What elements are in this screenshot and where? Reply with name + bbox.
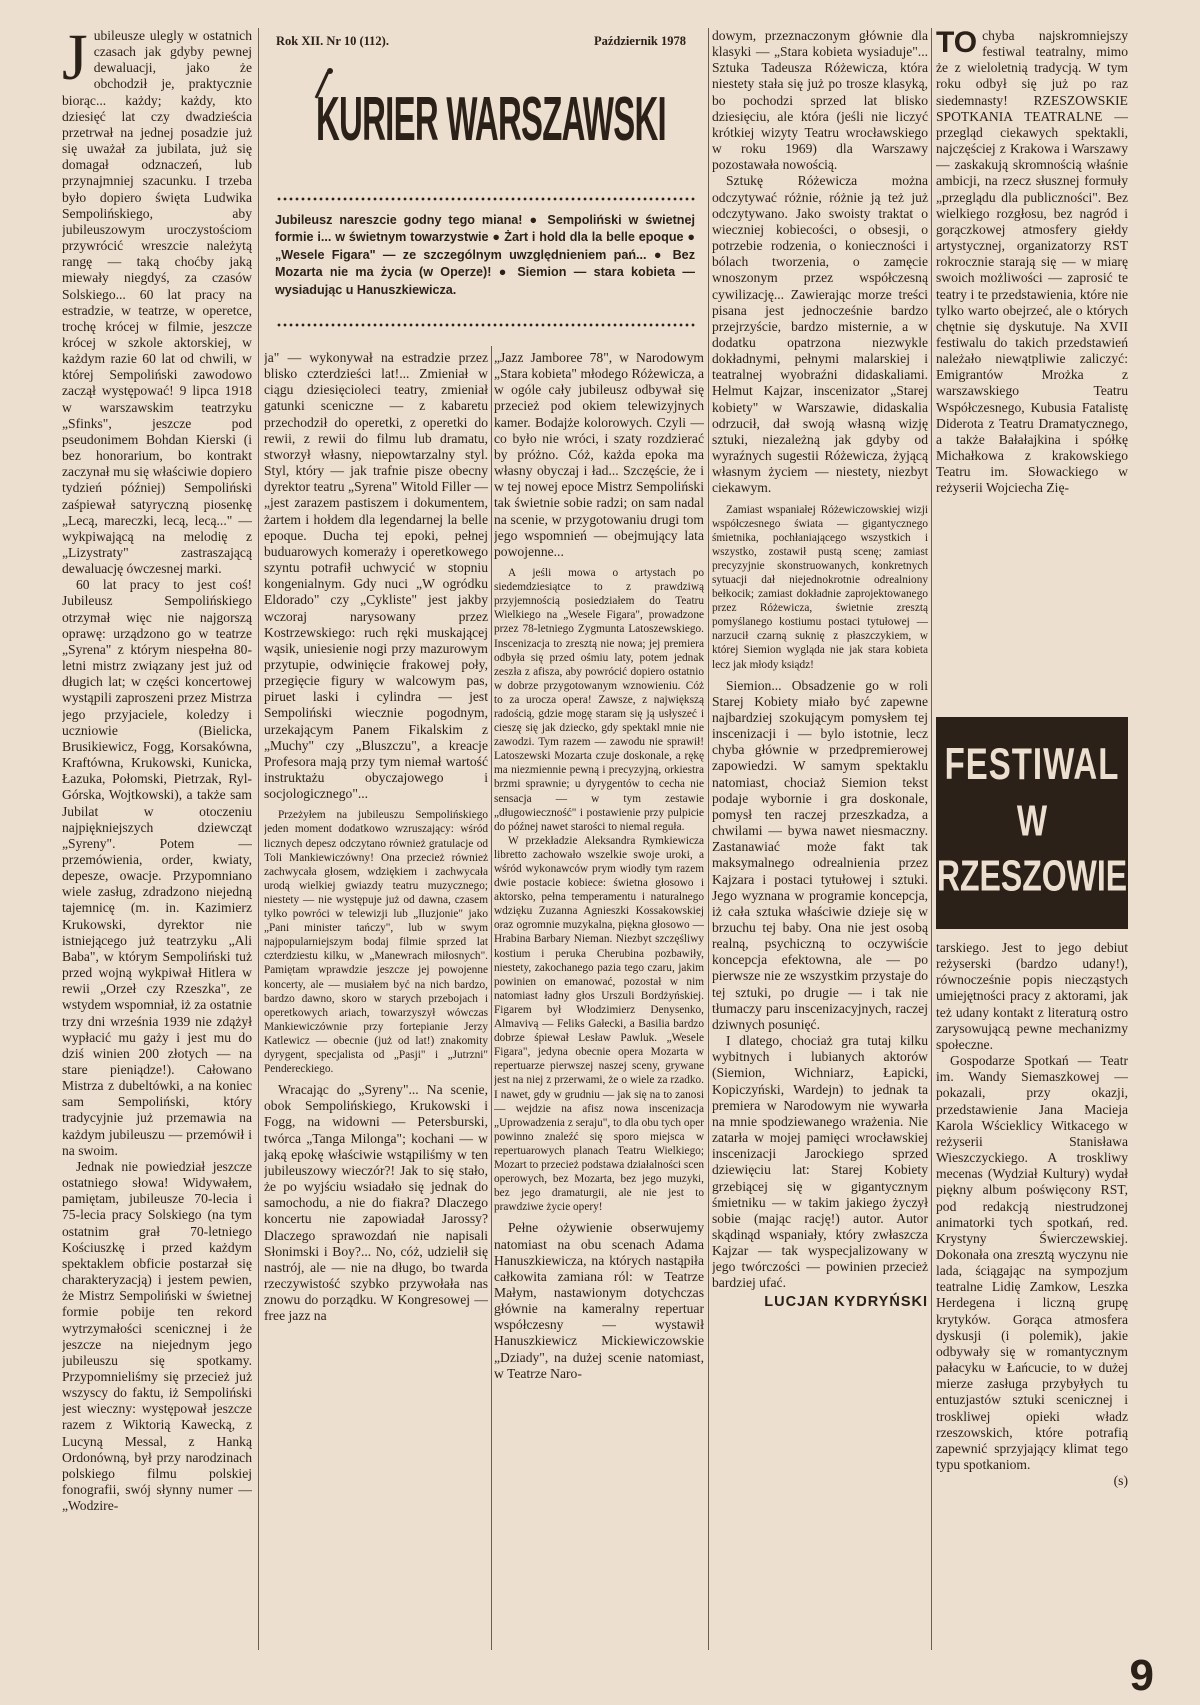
- author-byline: LUCJAN KYDRYŃSKI: [764, 1293, 928, 1310]
- dotted-rule-bottom: [276, 322, 696, 328]
- drop-cap: J: [62, 28, 88, 94]
- lead-paragraph: Jubileusz nareszcie godny tego miana! ● Sempoliński w świetnej formie i... w świetnym towarzystwie ● Żart i hold dla la belle epoque ● „Wesele Figara" — ze szczególnym uwzględnieniem pań... ● Bez Mozarta nie ma życia (w Operze)! ● Siemion — stara kobieta — wysiadując u Hanuszkiewicza.: [275, 213, 695, 297]
- paragraph: chyba najskromniejszy festiwal teatralny, mimo że z wieloletnią tradycją. W tym roku odbył się już po raz siedemnasty! RZESZOWSKIE SPOTKANIA TEATRALNE — przegląd ciekawych spektakli, najczęściej z Krakowa i Warszawy — zaskakują skromnością właśnie ambicji, na rzecz słusznej formuły „przeglądu dla publiczności". Bez wielkiego rozgłosu, bez nagród i gorączkowej atmosfery giełdy artystycznej, organizatorzy RST rokrocznie starają się — w miarę swoich możliwości — zaprosić te teatry i te przedstawienia, które nie tylko warto obejrzeć, ale o których chętnie się dyskutuje. Na XVII festiwalu do takich przedstawień należało niewątpliwie zaliczyć: Emigrantów Mrożka z warszawskiego Teatru Współczesnego, Kubusia Fatalistę Diderota z Teatru Dramatycznego, a także Bałałajkina i spółkę Michałkowa z krakowskiego Teatru im. Słowackiego w reżyserii Wojciecha Zię-: [936, 28, 1128, 496]
- article-column-1: [62, 28, 252, 1657]
- column-divider: [258, 28, 259, 1650]
- paragraph: „Jazz Jamboree 78", w Narodowym „Stara kobieta" młodego Różewicza, a w ogóle cały jubileusz odbywał się przecież pod okiem telewizyjnych kamer. Bodajże kolorowych. Czyli — co było nie wróci, i szaty rozdzierać by próżno. Cóż, każda epoka ma własny obyczaj i ład... Szczęście, że i w tej nowej epoce Mistrz Sempoliński tak świetnie sobie radzi; on sam nadal na scenie, w przygotowaniu drugi tom jego wspomnień — obejmujący lata powojenne...: [494, 350, 704, 559]
- masthead-logo-art: [308, 66, 674, 156]
- signature: (s): [1113, 1473, 1128, 1489]
- paragraph: Jednak nie powiedział jeszcze ostatniego słowa! Widywałem, pamiętam, jubileusze 70-lecia i 75-lecia pracy Solskiego (na tym ostatnim grał 70-letniego Kościuszkę i przed każdym spektaklem obficie postarzał się charakteryzacją) i jestem pewien, że Mistrz Sempoliński w świetnej formie pobije ten rekord wytrzymałości scenicznej i że jeszcze na niejednym jego jubileuszu się spotkamy. Przypomnieliśmy się przecież już wszyscy do faktu, iż Sempoliński jest wieczny: występował jeszcze razem z Wiktorią Kawecką, z Lucyną Messal, z Hanką Ordonówną, był przy narodzinach polskiego filmu polskiej fonografii, swój słynny numer — „Wodzire-: [62, 1158, 252, 1514]
- festival-title-line: FESTIWAL: [944, 738, 1120, 789]
- paragraph: Pełne ożywienie obserwujemy natomiast na obu scenach Adama Hanuszkiewicza, na których nastąpiła całkowita zamiana ról: w Teatrze Małym, nastawionym dotychczas głównie na kameralny repertuar współczesny — wystawił Hanuszkiewicz Mickiewiczowskie „Dziady", na dużej scenie natomiast, w Teatrze Naro-: [494, 1220, 704, 1381]
- issue-date: Październik 1978: [593, 34, 686, 48]
- article-column-3: [494, 350, 704, 1657]
- festival-title-line: W: [1016, 796, 1048, 846]
- column-divider: [491, 346, 492, 1650]
- paragraph: 60 lat pracy to jest coś! Jubileusz Sempolińskiego otrzymał więc nie najgorszą oprawę: urządzono go w teatrze „Syrena" z którym niespełna 80-letni mistrz związany jest już od długich lat; w części koncertowej wystąpili zaproszeni przez Mistrza jego przyjaciele, koledzy i uczniowie (Bielicka, Brusikiewicz, Fogg, Korsakówna, Kraftówna, Krukowski, Kunicka, Łazuka, Połomski, Pietrzak, Ryl-Górska, Wojtkowski), a także sam Jubilat w otoczeniu najpiękniejszych dziewcząt „Syreny". Potem — przemówienia, order, kwiaty, depesze, owacje. Przypomniano wiele zasług, zdradzono niejedną tajemnicę (m. in. Kazimierz Krukowski, dyrektor nie istniejącego już teatrzyku „Ali Baba", w którym Sempoliński tuż przed wojną wykpiwał Hitlera w rewii „Orzeł czy Rzeszka", ze wstydem wspomniał, iż za ostatnie trzy dni września 1939 nie zdążył wypłacić mu gaży i jest mu do dziś winien 200 złotych — na stare pieniądze!). Całowano Mistrza z dubeltówki, a na koniec sam Sempoliński, który tradycyjnie już przemawia na każdym jubileuszu — przemówił i na swoim.: [62, 577, 252, 1158]
- article-column-4: [712, 28, 928, 1657]
- festival-title-box: [936, 717, 1128, 929]
- column-divider: [708, 28, 709, 1650]
- masthead-logo: [308, 66, 674, 156]
- paragraph: Gospodarze Spotkań — Teatr im. Wandy Siemaszkowej — pokazali, przy okazji, przedstawienie Jana Macieja Karola Wścieklicy Witkacego w reżyserii Stanisława Wieszczyckiego. A troskliwy mecenas (Wydział Kultury) wydał piękny album poświęcony RST, pod redakcją niestrudzonej animatorki tych spotkań, red. Krystyny Świerczewskiej. Dokonała ona zresztą wyczynu nie lada, ściągając na sympozjum teatralne Lidię Zamkow, Leszka Herdegena i liczną grupę krytyków. Gorąca atmosfera dyskusji (i polemik), jakie odbywały się w romantycznym pałacyku w Łańcucie, to w dużej mierze zasługa przybyłych tu entuzjastów sztuki scenicznej i troskliwej opieki władz rzeszowskich, które potrafią zapewnić sprzyjający klimat tego typu spotkaniom.: [936, 1053, 1128, 1472]
- drop-cap: TO: [936, 28, 978, 59]
- aside-paragraph: Zamiast wspaniałej Różewiczowskiej wizji współczesnego świata — gigantycznego śmietnika, pochłaniającego wszystkich i wszystko, zostawił pustą scenę; zamiast precyzyjnie skonstruowanych, konkretnych sytuacji dał niejednokrotnie odrealniony bełkocik; zamiast dokładnie zaprojektowanego przez Różewicza, świetnie zresztą pomyślanego kostiumu postaci tytułowej — narzucił czarną suknię z płaszczykiem, w której Siemion wygląda nie jak stara kobieta lecz jak młody ksiądz!: [712, 503, 928, 671]
- paragraph: I dlatego, chociaż gra tutaj kilku wybitnych i lubianych aktorów (Siemion, Wichniarz, Łapicki, Kopiczyński, Wardejn) to jednak ta premiera w Narodowym nie wywarła na mnie spodziewanego wrażenia. Nie zatarła w mojej pamięci wrocławskiej inscenizacji Jarockiego sprzed dziewięciu lat: Starej Kobiety grzebiącej się w gigantycznym śmietniku — w takim jakiego życzył sobie (mając rację!) autor. Autor skądinąd wspaniały, który zwłaszcza Kajzar — tak wyspecjalizowany w jego twórczości — powinien przecież bardziej ufać.: [712, 1033, 928, 1291]
- issue-number: Rok XII. Nr 10 (112).: [276, 34, 389, 48]
- paragraph: dowym, przeznaczonym głównie dla klasyki — „Stara kobieta wysiaduje"... Sztuka Tadeusza Różewicza, która niestety stała się już po trosze klasyką, bo pochodzi sprzed lat blisko dziesięciu, ale która (jeśli nie liczyć krótkiej wizyty Teatru wrocławskiego w roku 1969) dla Warszawy pozostawała nowością.: [712, 28, 928, 173]
- aside-paragraph: A jeśli mowa o artystach po siedemdziesiątce to z prawdziwą przyjemnością posiedziałem do Teatru Wielkiego na „Wesele Figara", prowadzone przez 78-letniego Zygmunta Latoszewskiego. Inscenizacja to zresztą nie nowa; jej premiera odbyła się przed ośmiu laty, potem jednak zeszła z afisza, aby powrócić dopiero ostatnio w dobrze przygotowanym wznowieniu. Cóż to za urocza opera! Zawsze, z największą radością, gdzie mogę staram się ją usłyszeć i cieszę się jak dziecko, gdy spektakl mnie nie zawodzi. Tym razem — zawodu nie sprawił! Latoszewski Mozarta czuje doskonale, a rękę ma niezmiennie pewną i precyzyjną, orkiestra brzmi sprawnie; u dyrygentów to cecha nie sensacja — w tym zestawie „długowieczność" i postawienie przy pulpicie do późnej nawet starości to niemal reguła.: [494, 567, 704, 833]
- article-column-2: [264, 350, 488, 1657]
- paragraph: Sztukę Różewicza można odczytywać różnie, różnie ją też już odczytywano. Jako swoisty traktat o wieczniej kobiecości, o obsesji, o potrzebie rodzenia, o konieczności i bólach tworzenia, o zamęcie wnoszonym przez współczesną cywilizację... Zawierając morze treści pisana jest jednocześnie bardzo przejrzyście, bardzo misternie, a w dodatku opatrzona niezwykle dokładnymi, pełnymi malarskiej i teatralnej wyobraźni didaskaliami. Helmut Kajzar, inscenizator „Starej kobiety" w Warszawie, didaskalia odrzucił, dał swoją własną wizję sztuki, niezależną jak gdyby od wyraźnych sugestii Różewicza, żyjącą własnym życiem — niestety, niezbyt ciekawym.: [712, 173, 928, 496]
- festival-title-line: RZESZOWIE: [936, 851, 1128, 901]
- paragraph: ja" — wykonywał na estradzie przez blisko czterdzieści lat!... Zmieniał w ciągu dziesięcioleci teatry, zmieniał gatunki sceniczne — z kabaretu przechodził do operetki, z operetki do rewii, z rewii do filmu lub dramatu, stworzył własny, niepowtarzalny styl. Styl, który — jak trafnie pisze obecny dyrektor teatru „Syrena" Witold Filler — „jest zarazem pastiszem i dokumentem, żartem i hołdem dla legendarnej la belle epoque. Ducha tej epoki, pełnej buduarowych komeraży i operetkowego szyntu potrafił uchwycić w stopniu kongenialnym. Gdy nuci „W ogródku Eldorado" czy „Cykliste" jest jakby wczoraj narysowany przez Kostrzewskiego: ruch ręki muskającej wąsik, uniesienie nogi przy mazurowym przytupie, odwinięcie frakowej poły, przegięcie figury w walcowym pas, piruet laski i cylindra — jest Sempoliński wiecznie pogodnym, urzekającym Panem Fikalskim z „Muchy" czy „Bluszczu", a kreacje Profesora mają przy tym niemał wartość instruktażu obyczajowego i socjologicznego"...: [264, 350, 488, 802]
- article-column-5-continued: [936, 940, 1128, 1657]
- paragraph: ubileusze ulegly w ostatnich czasach jak gdyby pewnej dewaluacji, jako że obchodził je, praktycznie biorąc... każdy; każdy, kto dziesięć lat czy dwadzieścia przetrwał na jednej posadzie już się uważał za jubilata, już się domagał odznaczeń, lub przynajmniej szacunku. I trzeba było dopiero święta Ludwika Sempolińskiego, aby jubileuszowym uroczystościom przywrócić wreszcie należytą rangę — taką choćby jaką miewały niegdyś, za czasów Solskiego... 60 lat pracy na estradzie, w teatrze, w operetce, trochę krócej w filmie, jeszcze krócej w szkole aktorskiej, w każdym razie 60 lat od chwili, w której Sempoliński zawodowo zaczął występować! 9 lipca 1918 w warszawskim teatrzyku „Sfinks", jeszcze pod pseudonimem Bohdan Kierski (i bez honorarium, bo kontrakt zaczynał mu się właściwie dopiero tydzień później) Sempoliński zaśpiewał satyryczną piosenkę „Lecą, mareczki, lecą, lecą..." — wykpiwającą na melodię z „Lizystraty" zastraszającą dewaluację ówczesnej marki.: [62, 28, 252, 577]
- issue-header: [264, 34, 698, 54]
- paragraph: Siemion... Obsadzenie go w roli Starej Kobiety miało być zapewne najbardziej szokującym pomysłem tej inscenizacji i — bylo istotnie, lecz chyba głównie w przedpremierowej zapowiedzi. W samym spektaklu natomiast, chociaż Siemion tekst podaje wybornie i gra doskonale, pomysł ten raczej przeszkadza, a chwilami — bywa nawet niesmaczny. Zastanawiać może fakt tak maksymalnego odrealnienia przez Kajzara i postaci tytułowej i sztuki. Jego wyznana w programie koncepcja, iż cała sztuka właściwie dzieje się w brzuchu tej baby. Ona nie jest osobą realną, psychiczną to oczywiście koncepcja efektowna, ale — po pierwsze nie ze wszystkim przystaje do tej sztuki, po drugie — i tak nie tłumaczy paru inscenizacyjnych, raczej dziwnych posunięć.: [712, 677, 928, 1032]
- dotted-rule-top: [276, 196, 696, 202]
- masthead-title: KURIER WARSZAWSKI: [316, 84, 666, 154]
- paragraph: tarskiego. Jest to jego debiut reżyserski (bardzo udany!), równocześnie popis niecząstych umiejętności pracy z aktorami, jak też udany kontakt z literaturą ostro zarysowującą pewne mechanizmy społeczne.: [936, 940, 1128, 1052]
- aside-paragraph: W przekładzie Aleksandra Rymkiewicza libretto zachowało wszelkie swoje uroki, a wśród wykonawców prym wiodły tym razem dwie postacie kobiece: świetna głosowo i aktorsko, pełna temperamentu i naturalnego wdzięku Zuzanna Agnieszki Kossakowskiej oraz ogromnie muzykalna, piękna głosowo — Hrabina Barbary Nieman. Niezbyt szczęśliwy kostium i peruka Cherubina pozbawiły, niestety, zakochanego pazia tego czaru, jakim powinien on emanować, pozostał w nim natomiast ładny głos Urszuli Bordżyńskiej. Figarem był Włodzimierz Denysenko, Almavivą — Feliks Gałecki, a Basilia bardzo dobrze śpiewał Lesław Pawluk. „Wesele Figara", jedyna obecnie opera Mozarta w repertuarze pierwszej naszej sceny, grywane jest na niej z przerwami, że o wiele za rzadko. I nawet, gdy w grudniu — jak się na to zanosi — wejdzie na afisz nowa inscenizacja „Uprowadzenia z seraju", to dla obu tych oper powinno znaleźć się sporo miejsca w repertuarowych planach Teatru Wielkiego; Mozart to przecież podstawa działalności scen operowych, bez Mozarta, bez jego muzyki, bez jego dramaturgii, ale nie jest to prawdziwe życie opery!: [494, 834, 704, 1214]
- paragraph: Wracając do „Syreny"... Na scenie, obok Sempolińskiego, Krukowski i Fogg, na widowni — Petersburski, twórca „Tanga Milonga"; kochani — w jaką epokę właściwie wstąpiliśmy w ten jubileuszowy wieczór?! Jak to się stało, że po wyjściu wsiadało się jednak do samochodu, a nie do fiakra? Dlaczego koncertu nie zapowiadał Jarossy? Dlaczego sprawozdań nie napisali Słonimski i Boy?... No, cóż, udzielił się nastrój, ale — nie na długo, bo twarda rzeczywistość szybko przywołała nas znowu do porządku. W Kongresowej — free jazz na: [264, 1082, 488, 1324]
- page-number: 9: [1129, 1651, 1154, 1700]
- aside-paragraph: Przeżyłem na jubileuszu Sempolińskiego jeden moment dodatkowo wzruszający: wśród licznych depesz odczytano również gratulacje od Toli Mankiewiczówny! Ona przecież również zachwycała głosem, wdziękiem i zachwycała urodą wielkiej gwiazdy teatru muzycznego; niestety — nie występuje już od dawna, czasem tylko powróci w telewizji lub „Iluzjonie" jako „Pani minister tańczy", lub w swym najpopularniejszym bodaj filmie sprzed lat czterdziestu kilku, w „Manewrach miłosnych". Pamiętam wprawdzie jeszcze jej powojenne koncerty, ale — musiałem być na nich bardzo, bardzo dawno, skoro w starych przebojach i operetkowych ariach, towarzyszył wówczas Mankiewiczównie przy fortepianie Jerzy Katlewicz — obecnie (już od lat!) znakomity dyrygent, specjalista od „Pasji" i „Jutrzni" Pendereckiego.: [264, 809, 488, 1076]
- column-divider: [931, 28, 932, 1650]
- article-column-5: [936, 28, 1128, 708]
